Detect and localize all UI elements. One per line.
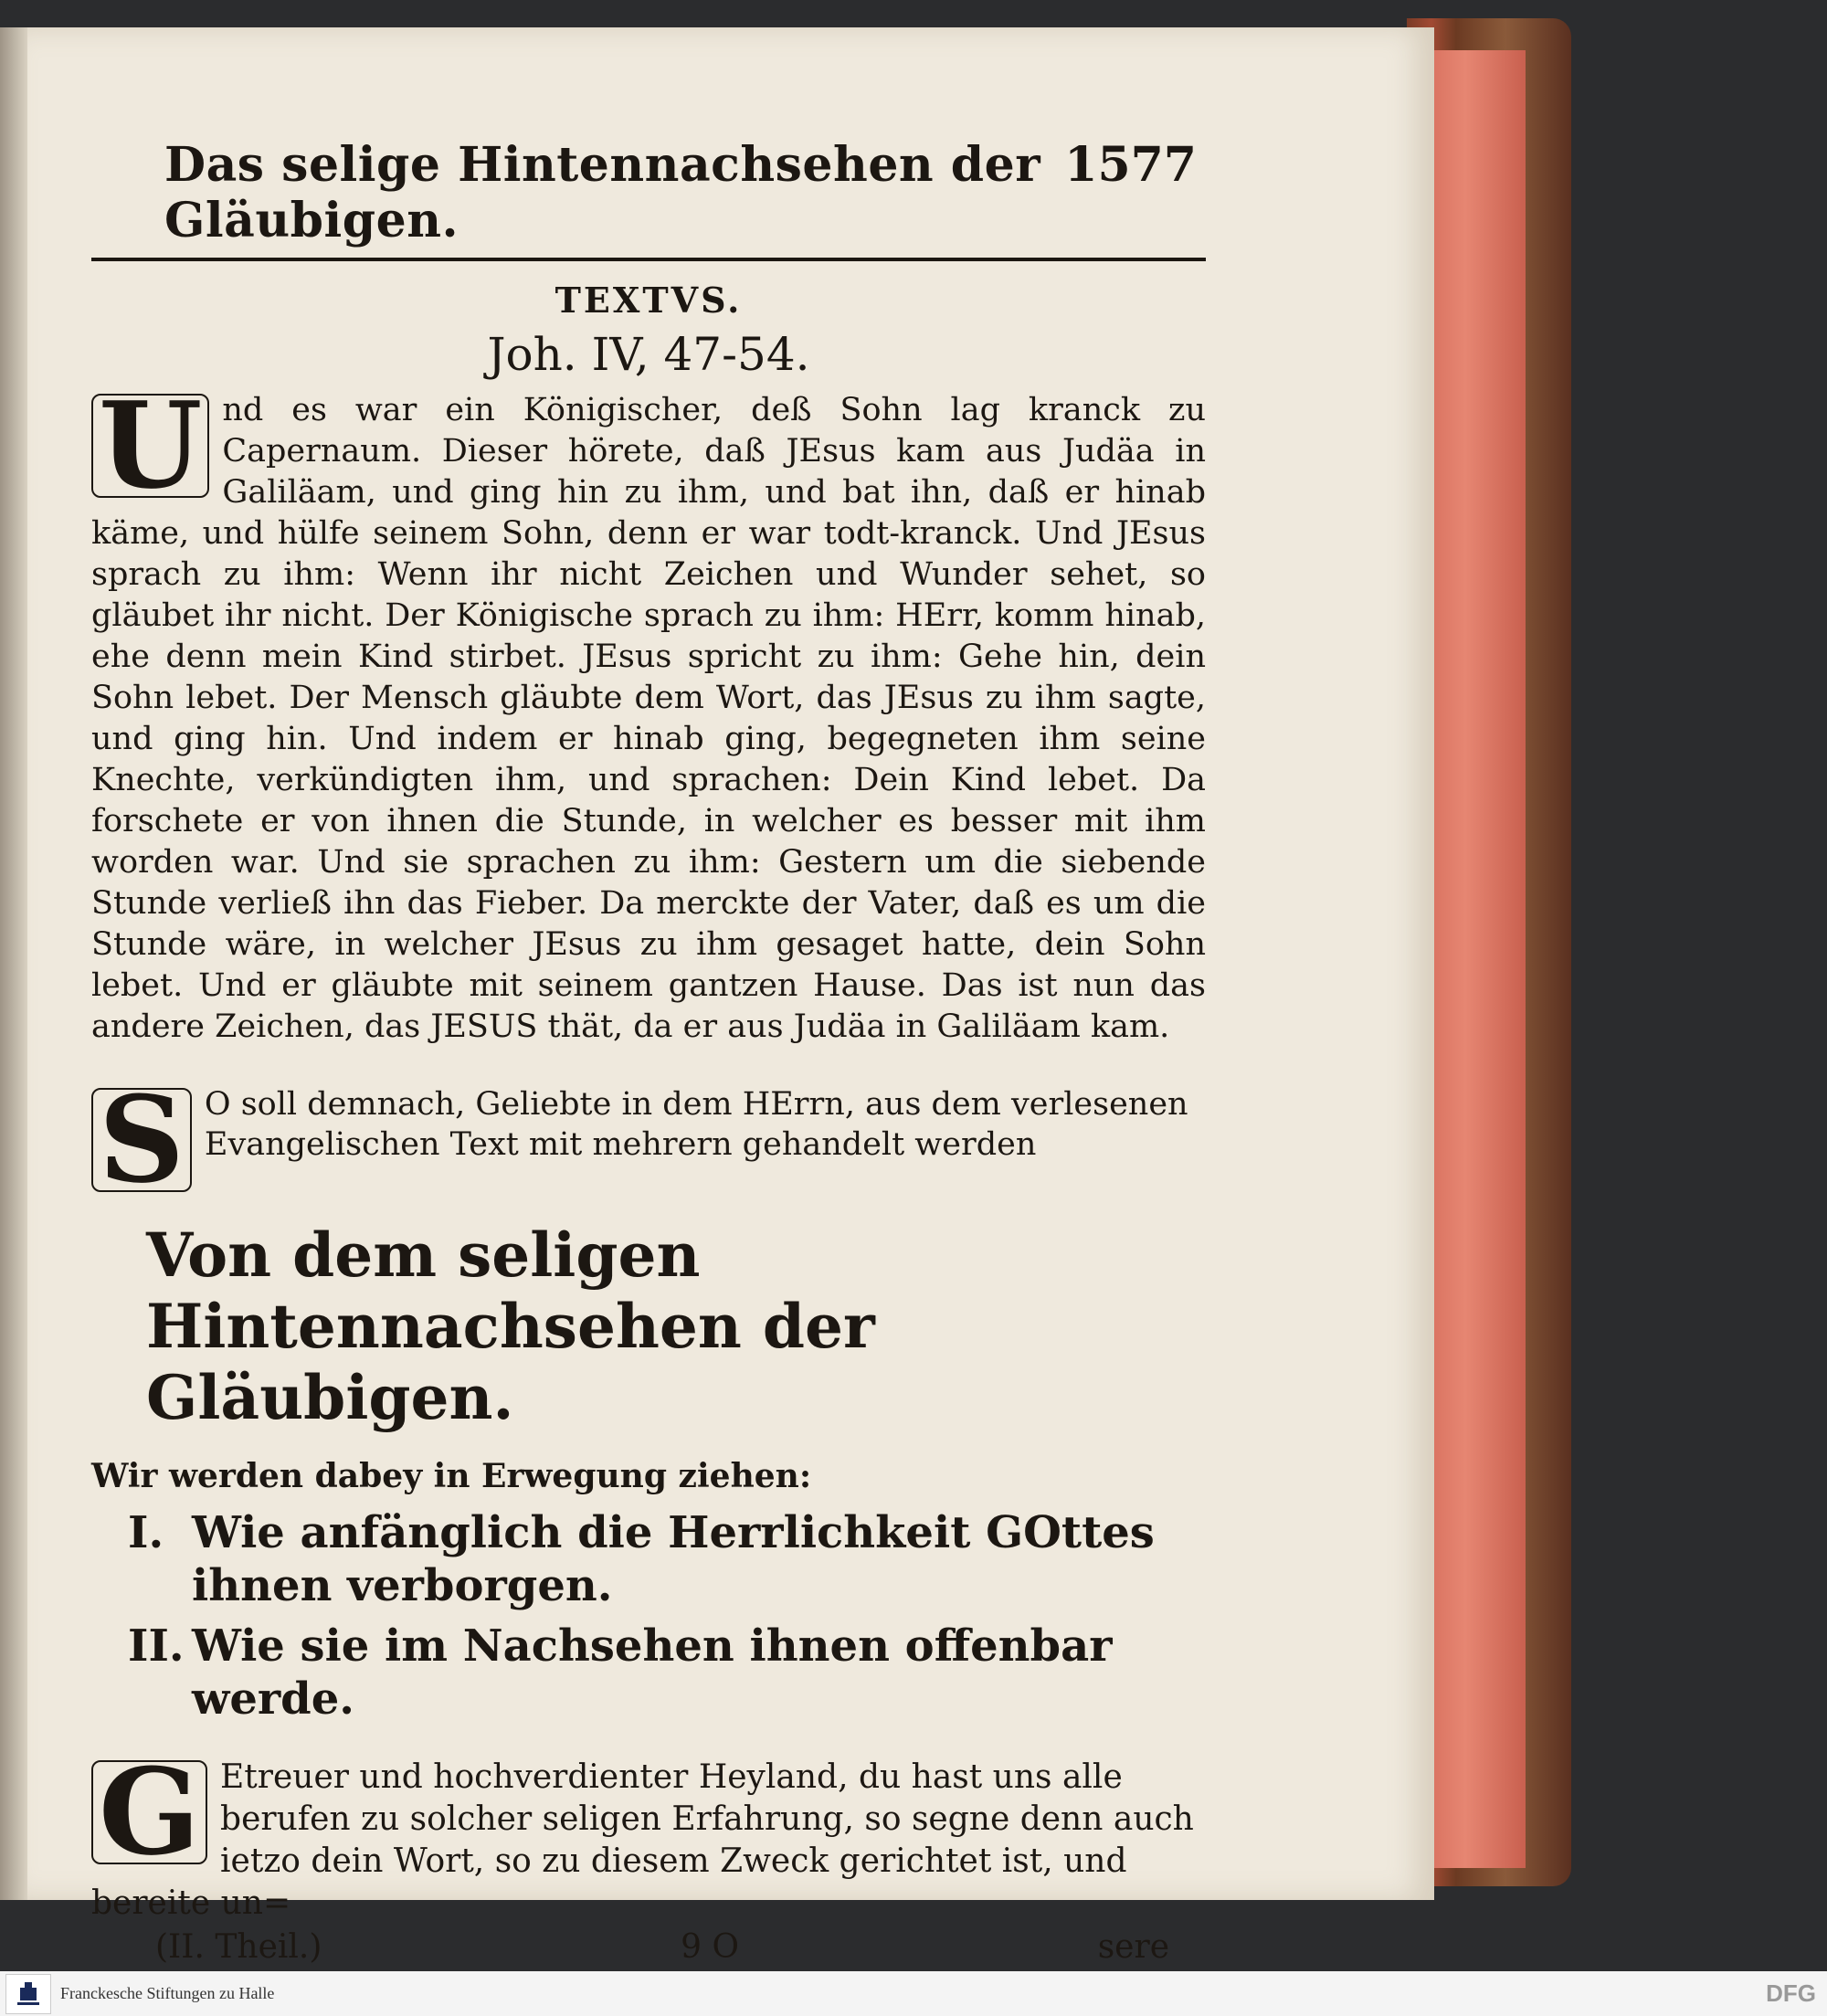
dfg-logo[interactable]: DFG — [1766, 1979, 1816, 2007]
drop-cap: U — [91, 394, 209, 498]
scripture-body: nd es war ein Königischer, deß Sohn lag kranck zu Capernaum. Dieser hörete, daß JEsus kam aus Judäa in Galiläam, und ging hin zu ihm, und bat ihn, daß er hinab käme, und hülfe seinem Sohn, denn er war todt-kranck. Und JEsus sprach zu ihm: Wenn ihr nicht Zeichen und Wunder sehet, so gläubet ihr nicht. Der Königische sprach zu ihm: HErr, komm hinab, ehe denn mein Kind stirbet. JEsus spricht zu ihm: Gehe hin, dein Sohn lebet. Der Mensch gläubte dem Wort, das JEsus zu ihm sagte, und ging hin. Und indem er hinab ging, begegneten ihm seine Knechte, verkündigten ihm, und sprachen: Dein Kind lebet. Da forschete er von ihnen die Stunde, in welcher es besser mit ihm worden war. Und sie sprachen zu ihm: Gestern um die siebende Stunde verließ ihn das Fieber. Da merckte der Vater, daß es um die Stunde wäre, in welcher JEsus zu ihm gesaget hatte, dein Sohn lebet. Und er gläubte mit seinem gantzen Hause. Das ist nun das andere Zeichen, das JESUS thät, da er aus Judäa in Galiläam kam. — [91, 392, 1206, 1045]
drop-cap: S — [91, 1088, 192, 1192]
institution-name[interactable]: Franckesche Stiftungen zu Halle — [60, 1984, 275, 2002]
sermon-theme: Von dem seligen Hintennachsehen der Gläubigen. — [146, 1219, 875, 1433]
viewer-footer-bar — [0, 1971, 1827, 2016]
plan-text: Wie anfänglich die Herrlichkeit GOttes ihnen verborgen. — [192, 1507, 1155, 1611]
sermon-intro — [91, 1084, 1206, 1192]
scripture-text — [91, 375, 1206, 1048]
drop-cap: G — [91, 1760, 207, 1864]
signature-mark: 9 O — [681, 1928, 739, 1966]
page-number: 1577 — [1064, 137, 1197, 193]
part-label: (II. Theil.) — [155, 1928, 322, 1966]
scripture-reference: Joh. IV, 47-54. — [487, 328, 810, 381]
plan-intro: Wir werden dabey in Erwegung ziehen: — [91, 1457, 812, 1495]
textus-label: TEXTVS. — [554, 280, 743, 321]
page-footer — [91, 1928, 1206, 1966]
intro-body: O soll demnach, Geliebte in dem HErrn, aus dem verlesenen Evangelischen Text mit mehrern gehandelt werden — [204, 1086, 1188, 1163]
prayer-body: Etreuer und hochverdienter Heyland, du hast uns alle berufen zu solcher seligen Erfahrung, so segne denn auch ietzo dein Wort, so zu diesem Zweck gerichtet ist, und bereite un= — [91, 1758, 1194, 1922]
plan-text: Wie sie im Nachsehen ihnen offenbar werde. — [192, 1620, 1113, 1725]
catchword: sere — [1097, 1928, 1169, 1966]
running-title: Das selige Hintennachsehen der Gläubigen. — [164, 137, 1041, 248]
institution-logo-icon[interactable] — [5, 1974, 51, 2014]
opening-prayer — [91, 1757, 1206, 1925]
red-page-edges — [1425, 50, 1526, 1868]
running-header — [91, 137, 1206, 261]
plan-list — [91, 1506, 1206, 1726]
plan-item — [91, 1620, 1206, 1726]
page-content — [91, 137, 1206, 1966]
plan-item — [91, 1506, 1206, 1612]
left-page-edge — [0, 27, 27, 1900]
plan-number: II. — [128, 1620, 185, 1672]
plan-number: I. — [128, 1507, 164, 1558]
